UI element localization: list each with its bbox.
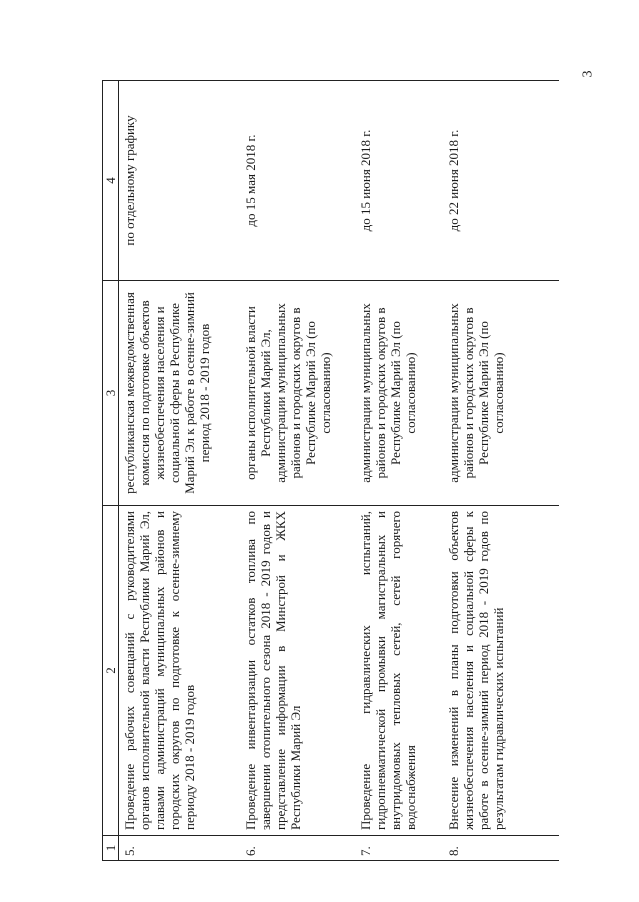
row-number: 8. [443, 836, 560, 861]
table-row [443, 81, 560, 861]
row-number: 7. [355, 836, 443, 861]
row-number: 5. [119, 836, 240, 861]
column-header: 2 [103, 506, 119, 836]
page-number: 3 [580, 70, 596, 78]
responsible-cell: органы исполнительной власти Республики Марий Эл, администрации муниципальных районов и городских округов в Республике Марий Эл (по согласованию) [240, 281, 355, 506]
deadline-cell: до 15 мая 2018 г. [240, 81, 355, 281]
deadline-cell: до 22 июня 2018 г. [443, 81, 560, 281]
deadline-cell: до 15 июня 2018 г. [355, 81, 443, 281]
deadline-cell: по отдельному графику [119, 81, 240, 281]
responsible-cell: республиканская межведомственная комиссия по подготовке объектов жизнеобеспечения населения и социальной сферы в Республике Марий Эл к работе в осенне-зимний период 2018 - 2019 годов [119, 281, 240, 506]
event-cell: Проведение рабочих совещаний с руководителями органов исполнительной власти Республики Марий Эл, главами администраций муниципальных районов и городских округов по подготовке к осенне-зимнему периоду 2018 - 2019 годов [119, 506, 240, 836]
responsible-cell: администрации муниципальных районов и городских округов в Республике Марий Эл (по согласованию) [443, 281, 560, 506]
table-row [355, 81, 443, 861]
rotated-page-content [102, 81, 559, 861]
event-cell: Проведение гидравлических испытаний, гидропневматической промывки магистральных и внутридомовых тепловых сетей, сетей горячего водоснабжения [355, 506, 443, 836]
table-row [240, 81, 355, 861]
column-header: 4 [103, 81, 119, 281]
table-header-row [103, 81, 119, 861]
column-header: 3 [103, 281, 119, 506]
responsible-cell: администрации муниципальных районов и городских округов в Республике Марий Эл (по согласованию) [355, 281, 443, 506]
measures-table [102, 80, 559, 861]
row-number: 6. [240, 836, 355, 861]
column-header: 1 [103, 836, 119, 861]
table-row [119, 81, 240, 861]
event-cell: Проведение инвентаризации остатков топлива по завершении отопительного сезона 2018 - 2019 годов и представление информации в Минстрой и ЖКХ Республики Марий Эл [240, 506, 355, 836]
event-cell: Внесение изменений в планы подготовки объектов жизнеобеспечения населения и социальной сферы к работе в осенне-зимний период 2018 - 2019 годов по результатам гидравлических испытаний [443, 506, 560, 836]
